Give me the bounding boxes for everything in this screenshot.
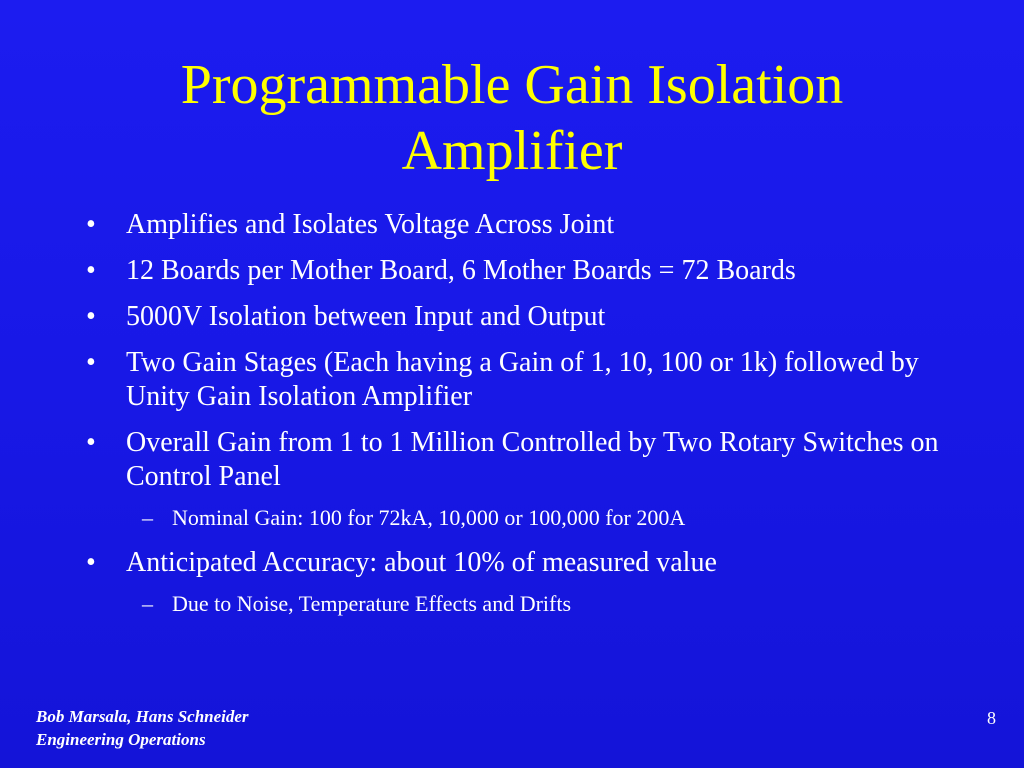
bullet-text: 5000V Isolation between Input and Output <box>126 301 606 332</box>
bullet-mark: • <box>86 427 96 458</box>
footer-line-1: Bob Marsala, Hans Schneider <box>36 707 249 726</box>
title-line-1: Programmable Gain Isolation <box>180 54 844 116</box>
bullet-item <box>86 546 976 580</box>
sub-bullet-item <box>86 504 976 532</box>
bullet-mark: • <box>86 209 96 240</box>
bullet-mark: • <box>86 547 96 578</box>
sub-bullet-item <box>86 590 976 618</box>
bullet-text: Overall Gain from 1 to 1 Million Controlled by Two Rotary Switches on Control Panel <box>126 427 939 492</box>
bullet-mark: • <box>86 255 96 286</box>
bullet-text: Anticipated Accuracy: about 10% of measured value <box>126 547 717 578</box>
bullet-item <box>86 426 976 494</box>
bullet-item <box>86 208 976 242</box>
sub-bullet-mark: – <box>142 505 153 530</box>
title-line-2: Amplifier <box>401 120 623 182</box>
footer-authors <box>36 705 249 751</box>
footer-line-2: Engineering Operations <box>36 730 206 749</box>
bullet-mark: • <box>86 301 96 332</box>
bullet-text: Amplifies and Isolates Voltage Across Joint <box>126 209 615 240</box>
bullet-text: Two Gain Stages (Each having a Gain of 1, 10, 100 or 1k) followed by Unity Gain Isolation Amplifier <box>126 347 919 412</box>
sub-bullet-text: Due to Noise, Temperature Effects and Drifts <box>172 591 572 616</box>
bullet-list <box>86 208 976 632</box>
sub-bullet-mark: – <box>142 591 153 616</box>
bullet-text: 12 Boards per Mother Board, 6 Mother Boards = 72 Boards <box>126 255 796 286</box>
slide-title <box>60 52 964 184</box>
page-number: 8 <box>987 708 996 728</box>
bullet-item <box>86 254 976 288</box>
bullet-item <box>86 300 976 334</box>
bullet-item <box>86 346 976 414</box>
bullet-mark: • <box>86 347 96 378</box>
sub-bullet-text: Nominal Gain: 100 for 72kA, 10,000 or 100,000 for 200A <box>172 505 686 530</box>
